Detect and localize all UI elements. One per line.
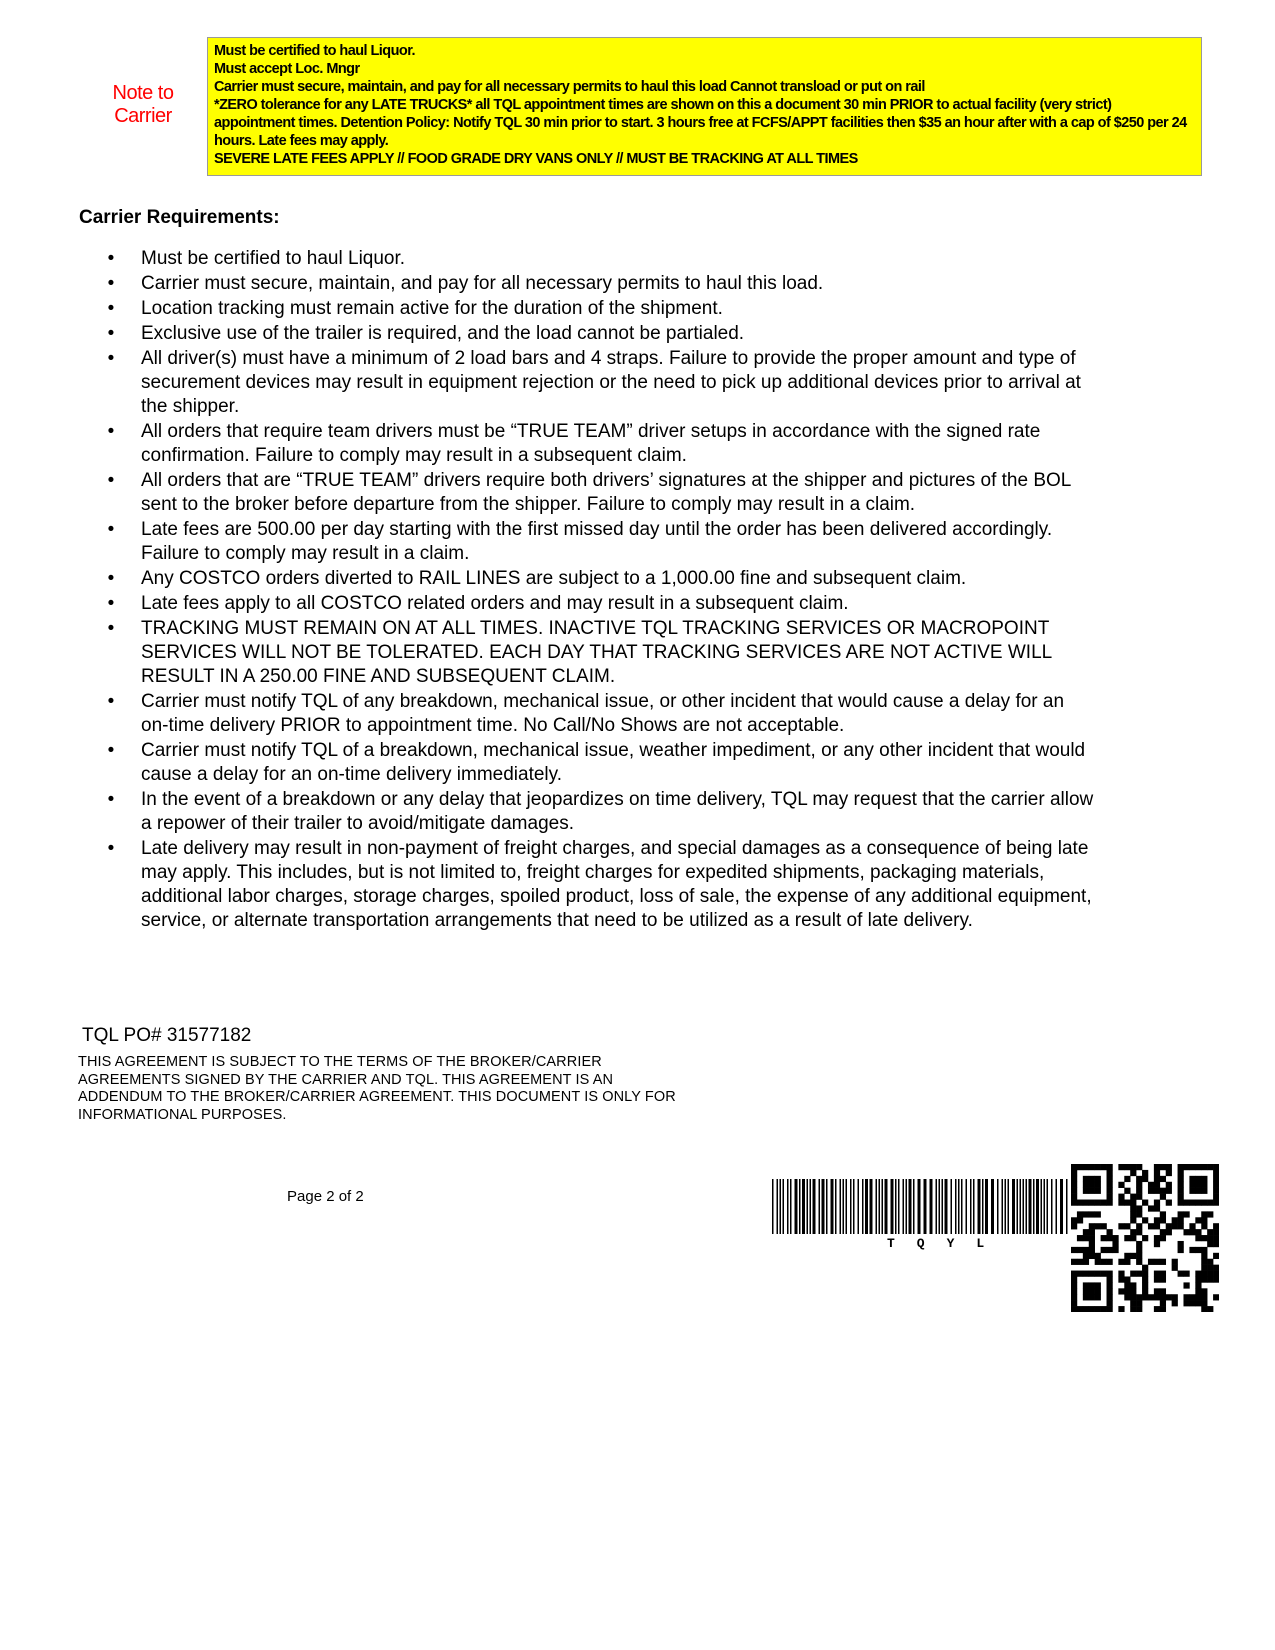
list-item bbox=[105, 617, 1095, 689]
list-item-text: Late fees apply to all COSTCO related orders and may result in a subsequent claim. bbox=[141, 593, 849, 614]
page-number: Page 2 of 2 bbox=[287, 1188, 364, 1205]
list-item bbox=[105, 322, 1095, 346]
list-item-text: All driver(s) must have a minimum of 2 load bars and 4 straps. Failure to provide the proper amount and type of securement devices may result in equipment rejection or the need to pick up additional devices prior to arrival at the shipper. bbox=[141, 348, 1081, 417]
bullet-icon: • bbox=[107, 298, 115, 319]
note-line: SEVERE LATE FEES APPLY // FOOD GRADE DRY VANS ONLY // MUST BE TRACKING AT ALL TIMES bbox=[214, 151, 858, 167]
list-item-text: All orders that require team drivers must be “TRUE TEAM” driver setups in accordance with the signed rate confirmation. Failure to comply may result in a subsequent claim. bbox=[141, 421, 1041, 466]
list-item bbox=[105, 247, 1095, 271]
list-item-text: Any COSTCO orders diverted to RAIL LINES are subject to a 1,000.00 fine and subsequent claim. bbox=[141, 568, 967, 589]
qr-code-icon bbox=[1071, 1164, 1219, 1317]
list-item bbox=[105, 739, 1095, 787]
bullet-icon: • bbox=[107, 838, 115, 859]
list-item-text: All orders that are “TRUE TEAM” drivers require both drivers’ signatures at the shipper and pictures of the BOL sent to the broker before departure from the shipper. Failure to comply may result in a claim. bbox=[141, 470, 1071, 515]
list-item-text: Late delivery may result in non-payment of freight charges, and special damages as a consequence of being late may apply. This includes, but is not limited to, freight charges for expedited shipments, packaging materials, additional labor charges, storage charges, spoiled product, loss of sale, the expense of any additional equipment, service, or alternate transportation arrangements that need to be utilized as a result of late delivery. bbox=[141, 838, 1092, 931]
note-label-line2: Carrier bbox=[114, 105, 172, 127]
list-item bbox=[105, 690, 1095, 738]
qr-code-graphic bbox=[1071, 1164, 1219, 1312]
bullet-icon: • bbox=[107, 568, 115, 589]
list-item-text: TRACKING MUST REMAIN ON AT ALL TIMES. INACTIVE TQL TRACKING SERVICES OR MACROPOINT SERVICES WILL NOT BE TOLERATED. EACH DAY THAT TRACKING SERVICES ARE NOT ACTIVE WILL RESULT IN A 250.00 FINE AND SUBSEQUENT CLAIM. bbox=[141, 618, 1052, 687]
list-item bbox=[105, 297, 1095, 321]
bullet-icon: • bbox=[107, 470, 115, 491]
list-item bbox=[105, 592, 1095, 616]
list-item-text: Carrier must secure, maintain, and pay for all necessary permits to haul this load. bbox=[141, 273, 824, 294]
bullet-icon: • bbox=[107, 323, 115, 344]
list-item-text: In the event of a breakdown or any delay that jeopardizes on time delivery, TQL may request that the carrier allow a repower of their trailer to avoid/mitigate damages. bbox=[141, 789, 1094, 834]
bullet-icon: • bbox=[107, 691, 115, 712]
list-item-text: Location tracking must remain active for the duration of the shipment. bbox=[141, 298, 723, 319]
bullet-icon: • bbox=[107, 519, 115, 540]
list-item bbox=[105, 347, 1095, 419]
bullet-icon: • bbox=[107, 248, 115, 269]
note-to-carrier-label bbox=[103, 82, 183, 128]
list-item bbox=[105, 420, 1095, 468]
agreement-line: INFORMATIONAL PURPOSES. bbox=[78, 1106, 287, 1123]
note-line: *ZERO tolerance for any LATE TRUCKS* all TQL appointment times are shown on this a document 30 min PRIOR to actual facility (very strict) appointment times. Detention Policy: Notify TQL 30 min prior to start. 3 hours free at FCFS/APPT facilities then $35 an hour after with a cap of $250 per 24 hours. Late fees may apply. bbox=[214, 97, 1187, 149]
bullet-icon: • bbox=[107, 593, 115, 614]
list-item bbox=[105, 567, 1095, 591]
requirements-heading: Carrier Requirements: bbox=[79, 207, 280, 228]
agreement-line: ADDENDUM TO THE BROKER/CARRIER AGREEMENT. THIS DOCUMENT IS ONLY FOR bbox=[78, 1089, 676, 1105]
note-box bbox=[207, 37, 1202, 176]
list-item-text: Carrier must notify TQL of a breakdown, mechanical issue, weather impediment, or any other incident that would cause a delay for an on-time delivery immediately. bbox=[141, 740, 1086, 785]
list-item bbox=[105, 272, 1095, 296]
list-item bbox=[105, 469, 1095, 517]
bullet-icon: • bbox=[107, 618, 115, 639]
barcode-bars bbox=[772, 1179, 1072, 1234]
bullet-icon: • bbox=[107, 740, 115, 761]
barcode-text: TQYL bbox=[887, 1236, 1007, 1251]
requirements-list bbox=[105, 247, 1095, 934]
po-number: TQL PO# 31577182 bbox=[82, 1025, 252, 1046]
bullet-icon: • bbox=[107, 348, 115, 369]
note-label-line1: Note to bbox=[112, 82, 174, 104]
list-item-text: Carrier must notify TQL of any breakdown, mechanical issue, or other incident that would cause a delay for an on-time delivery PRIOR to appointment time. No Call/No Shows are not acceptable. bbox=[141, 691, 1065, 736]
bullet-icon: • bbox=[107, 421, 115, 442]
note-line: Must accept Loc. Mngr bbox=[214, 61, 360, 77]
agreement-line: THIS AGREEMENT IS SUBJECT TO THE TERMS OF THE BROKER/CARRIER bbox=[78, 1054, 602, 1070]
list-item-text: Must be certified to haul Liquor. bbox=[141, 248, 406, 269]
list-item bbox=[105, 518, 1095, 566]
list-item bbox=[105, 837, 1095, 933]
note-line: Must be certified to haul Liquor. bbox=[214, 43, 415, 59]
list-item-text: Late fees are 500.00 per day starting with the first missed day until the order has been delivered accordingly. Failure to comply may result in a claim. bbox=[141, 519, 1053, 564]
agreement-line: AGREEMENTS SIGNED BY THE CARRIER AND TQL. THIS AGREEMENT IS AN bbox=[78, 1071, 614, 1088]
list-item bbox=[105, 788, 1095, 836]
note-line: Carrier must secure, maintain, and pay for all necessary permits to haul this load Cannot transload or put on rail bbox=[214, 79, 925, 95]
bullet-icon: • bbox=[107, 273, 115, 294]
bullet-icon: • bbox=[107, 789, 115, 810]
agreement-text bbox=[78, 1054, 778, 1124]
list-item-text: Exclusive use of the trailer is required, and the load cannot be partialed. bbox=[141, 323, 745, 344]
